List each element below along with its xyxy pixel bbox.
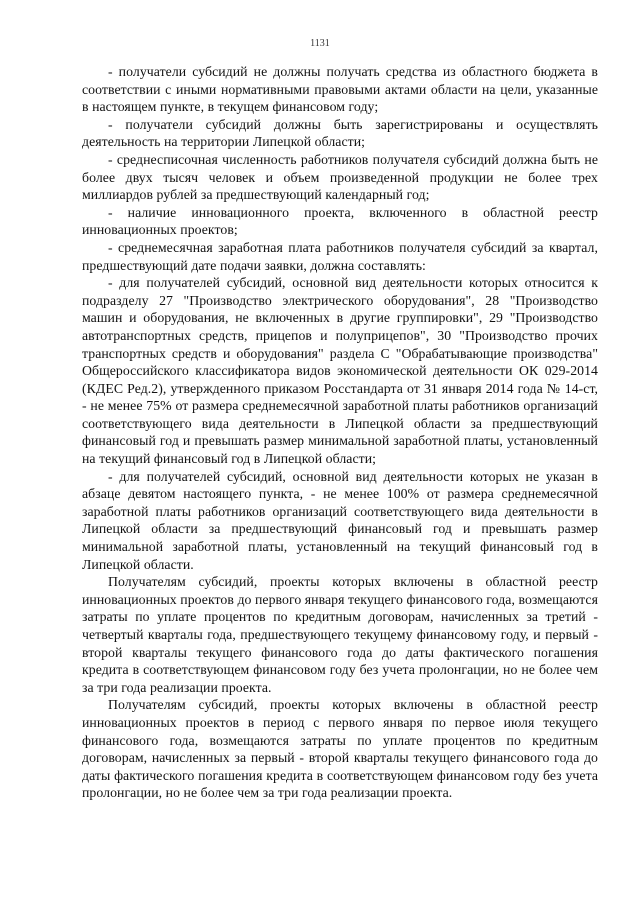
paragraph-reimbursement-january-july: Получателям субсидий, проекты которых включены в областной реестр инновационных проектов в период с первого января по первое июля текущего финансового года, возмещаются затраты по уплате процентов по кредитным договорам, начисленных за первый - второй кварталы текущего финансового года до даты фактического погашения кредита в соответствующем финансовом году без учета пролонгации, но не более чем за три года реализации проекта. — [82, 697, 598, 801]
paragraph-innovation-project: - наличие инновационного проекта, включенного в областной реестр инновационных проектов; — [82, 204, 598, 238]
paragraph-salary-subsection-manufacturing: - для получателей субсидий, основной вид деятельности которых относится к подразделу 27 "Производство электрического оборудования", 28 "Производство машин и оборудования, не включенных в другие группировки", 29 "Производство автотранспортных средств, прицепов и полуприцепов", 30 "Производство прочих транспортных средств и оборудования" раздела С "Обрабатывающие производства" Общероссийского классификатора видов экономической деятельности ОК 029-2014 (КДЕС Ред.2), утвержденного приказом Росстандарта от 31 января 2014 года № 14-ст, - не менее 75% от размера среднемесячной заработной платы работников организаций соответствующего вида деятельности в Липецкой области за предшествующий финансовый год и превышать размер минимальной заработной платы, установленный на текущий финансовый год в Липецкой области; — [82, 275, 598, 467]
document-body — [82, 63, 598, 802]
paragraph-recipients-no-other-funds: - получатели субсидий не должны получать средства из областного бюджета в соответствии с иными нормативными правовыми актами области на цели, указанные в настоящем пункте, в текущем финансовом году; — [82, 64, 598, 115]
page-number: 1131 — [310, 38, 330, 49]
paragraph-headcount-requirement: - среднесписочная численность работников получателя субсидий должна быть не более двух тысяч человек и объем произведенной продукции не более трех миллиардов рублей за предшествующий календарный год; — [82, 151, 598, 203]
paragraph-salary-other-activities: - для получателей субсидий, основной вид деятельности которых не указан в абзаце девятом настоящего пункта, - не менее 100% от размера среднемесячной заработной платы работников организаций соответствующего вида деятельности в Липецкой области за предшествующий финансовый год и превышать размер минимальной заработной платы, установленный на текущий финансовый год в Липецкой области. — [82, 468, 598, 572]
paragraph-registration-requirement: - получатели субсидий должны быть зарегистрированы и осуществлять деятельность на территории Липецкой области; — [82, 116, 598, 150]
paragraph-reimbursement-before-january: Получателям субсидий, проекты которых включены в областной реестр инновационных проектов до первого января текущего финансового года, возмещаются затраты по уплате процентов по кредитным договорам, начисленных за третий - четвертый кварталы года, предшествующего текущему финансовому году, и первый - второй кварталы текущего финансового года до даты фактического погашения кредита в соответствующем финансовом году без учета пролонгации, но не более чем за три года реализации проекта. — [82, 574, 598, 695]
paragraph-salary-requirement: - среднемесячная заработная плата работников получателя субсидий за квартал, предшествующий дате подачи заявки, должна составлять: — [82, 239, 598, 273]
